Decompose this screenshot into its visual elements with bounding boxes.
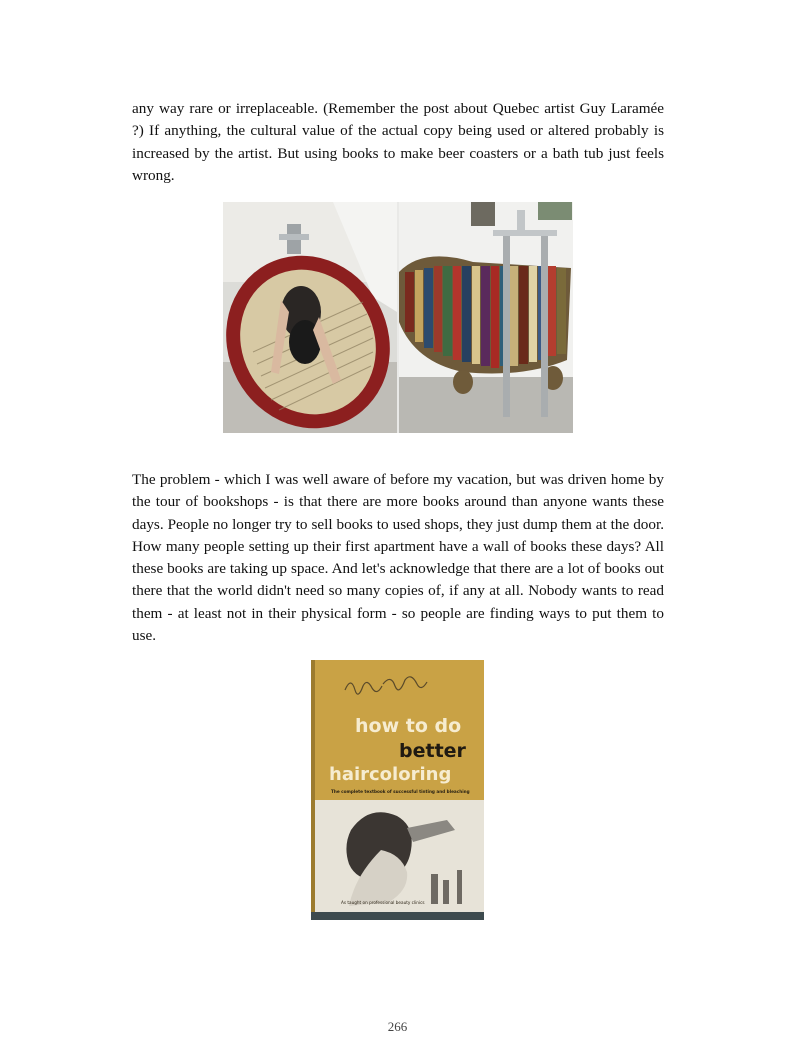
cover-bottom-text: As taught on professional beauty clinics bbox=[341, 900, 425, 905]
body-paragraph-1: any way rare or irreplaceable. (Remember the post about Quebec artist Guy Laramée ?) If anything, the cultural value of the actual copy being used or altered probably is increased by the artist. But using books to make beer coasters or a bath tub just feels wrong. bbox=[132, 100, 664, 184]
cover-title-line-3: haircoloring bbox=[329, 764, 452, 785]
haircoloring-book-cover-photo bbox=[311, 660, 484, 920]
cover-subtitle: The complete textbook of successful tinting and bleaching bbox=[331, 789, 470, 794]
book-bathtub-photo bbox=[223, 202, 573, 433]
bathtub-illustration bbox=[223, 202, 573, 433]
cover-title-line-2: better bbox=[399, 740, 466, 762]
body-paragraph-2: The problem - which I was well aware of before my vacation, but was driven home by the tour of bookshops - is that there are more books around than anyone wants these days. People no longer try to sell books to used shops, they just dump them at the door. How many people setting up their first apartment have a wall of books these days? All these books are taking up space. And let's acknowledge that there are a lot of books out there that the world didn't need so many copies of, if any at all. Nobody wants to read them - at least not in their physical form - so people are finding ways to put them to use. bbox=[132, 471, 664, 645]
cover-title-line-1: how to do bbox=[355, 715, 462, 737]
page-number: 266 bbox=[387, 1019, 408, 1034]
